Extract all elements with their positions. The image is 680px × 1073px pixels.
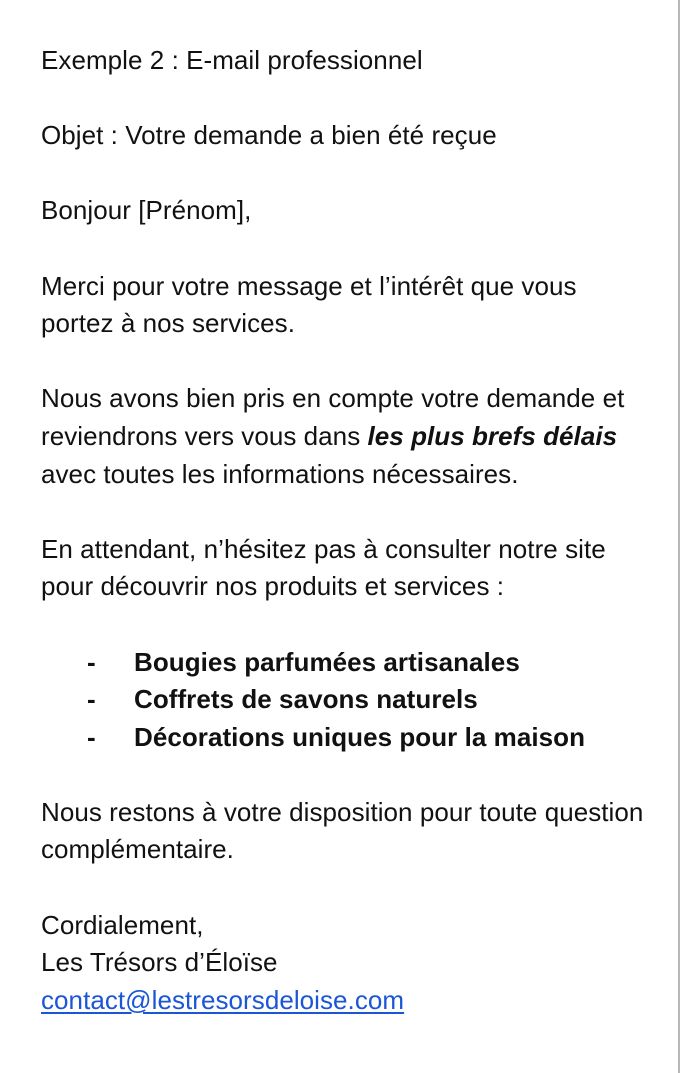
list-bullet: - [87, 721, 96, 752]
list-bullet: - [87, 684, 96, 715]
list-item [41, 719, 651, 757]
list-item [41, 644, 651, 682]
acknowledgement-paragraph [41, 380, 651, 493]
invitation-paragraph: En attendant, n’hésitez pas à consulter notre site pour découvrir nos produits et services : [41, 533, 606, 602]
thanks-paragraph: Merci pour votre message et l’intérêt que vous portez à nos services. [41, 270, 577, 339]
product-name: Coffrets de savons naturels [134, 684, 478, 715]
example-heading: Exemple 2 : E-mail professionnel [41, 45, 423, 75]
contact-email-link[interactable]: contact@lestresorsdeloise.com [41, 984, 405, 1015]
list-item [41, 681, 651, 719]
acknowledgement-emphasis: les plus brefs délais [367, 420, 618, 451]
products-list [41, 644, 651, 757]
signature-block [41, 907, 651, 1020]
email-greeting: Bonjour [Prénom], [41, 195, 252, 226]
email-subject: Objet : Votre demande a bien été reçue [41, 120, 497, 151]
acknowledgement-text-start: Nous avons bien pris en compte votre demande et reviendrons vers vous dans [41, 383, 625, 451]
product-name: Décorations uniques pour la maison [134, 721, 585, 752]
product-name: Bougies parfumées artisanales [134, 646, 520, 677]
closing-text: Cordialement, [41, 909, 204, 940]
email-body [41, 42, 651, 1019]
acknowledgement-text-end: avec toutes les informations nécessaires. [41, 458, 519, 489]
sender-name: Les Trésors d’Éloïse [41, 947, 278, 978]
list-bullet: - [87, 646, 96, 677]
email-line [41, 982, 651, 1020]
availability-paragraph: Nous restons à votre disposition pour toute question complémentaire. [41, 796, 644, 865]
